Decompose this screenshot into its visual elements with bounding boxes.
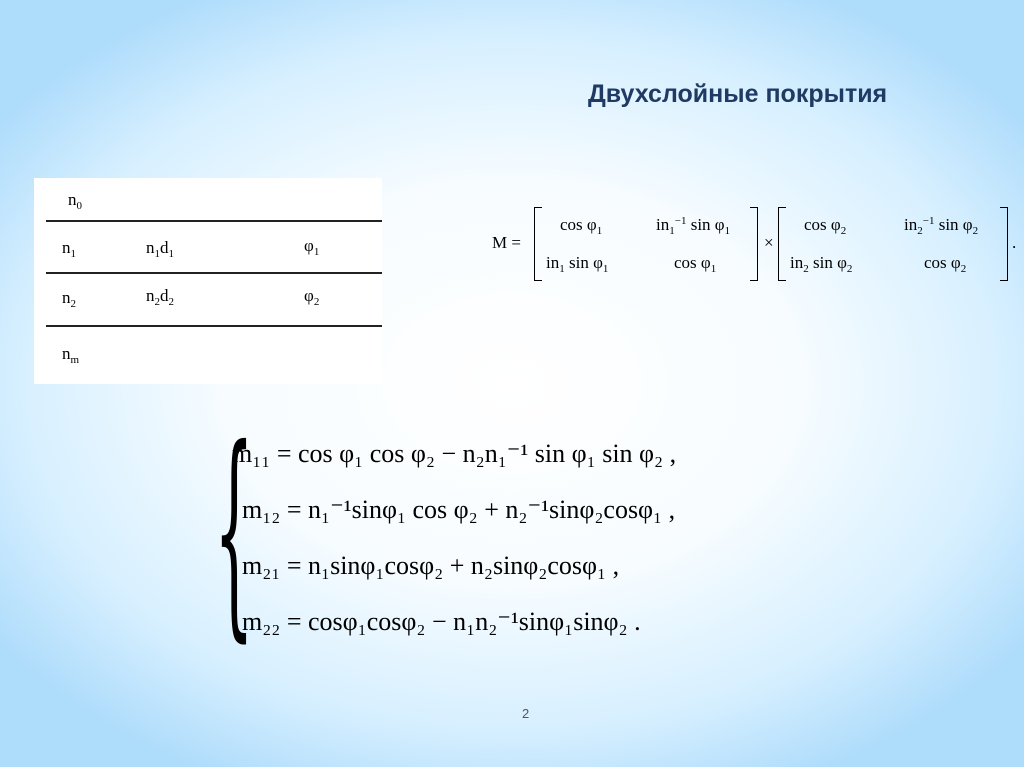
cell-phi2: $\varphi_2$ xyxy=(304,286,320,308)
table-rule xyxy=(46,272,382,274)
equation-m21: m₂₁ = n₁sinφ₁cosφ₂ + n₂sinφ₂cosφ₁ , xyxy=(242,551,620,580)
cell-n2: $n_2$ xyxy=(62,288,76,310)
cell-n0: $n_0$ xyxy=(68,190,82,212)
equation-m22: m₂₂ = cosφ₁cosφ₂ − n₁n₂⁻¹sinφ₁sinφ₂ . xyxy=(242,607,641,636)
matrix1-a21: $in_1$ $\sin \varphi_1$ xyxy=(546,253,609,275)
cell-nm: $n_m$ xyxy=(62,344,80,366)
formula-end-period: . xyxy=(1012,233,1017,252)
matrix2-a11: $\cos \varphi_2$ xyxy=(804,215,847,237)
cell-n1d1: $n_1d_1$ xyxy=(146,238,174,260)
curly-brace: { xyxy=(214,400,254,661)
matrix2-a22: $\cos \varphi_2$ xyxy=(924,253,967,275)
matrix2-a21: $in_2$ $\sin \varphi_2$ xyxy=(790,253,853,275)
left-bracket xyxy=(778,207,786,281)
times-sign: × xyxy=(764,233,774,252)
matrix1-a22: $\cos \varphi_1$ xyxy=(674,253,717,275)
right-bracket xyxy=(1000,207,1008,281)
slide-title: Двухслойные покрытия xyxy=(588,80,888,108)
matrix1-a12: $in_1^{-1}$ $\sin \varphi_1$ xyxy=(656,215,731,237)
matrix-lhs: M = xyxy=(492,233,521,252)
layer-table xyxy=(34,178,382,384)
equation-m12: m₁₂ = n₁⁻¹sinφ₁ cos φ₂ + n₂⁻¹sinφ₂cosφ₁ , xyxy=(242,495,676,524)
matrix2-a12: $in_2^{-1}$ $\sin \varphi_2$ xyxy=(904,215,979,237)
table-rule xyxy=(46,325,382,327)
table-rule xyxy=(46,220,382,222)
cell-n2d2: $n_2d_2$ xyxy=(146,286,174,308)
cell-n1: $n_1$ xyxy=(62,238,76,260)
equation-m11: m₁₁ = cos φ₁ cos φ₂ − n₂n₁⁻¹ sin φ₁ sin φ₂ , xyxy=(232,439,677,468)
matrix1-a11: $\cos \varphi_1$ xyxy=(560,215,603,237)
left-bracket xyxy=(534,207,542,281)
page-number: 2 xyxy=(522,706,530,721)
right-bracket xyxy=(750,207,758,281)
cell-phi1: $\varphi_1$ xyxy=(304,236,320,258)
